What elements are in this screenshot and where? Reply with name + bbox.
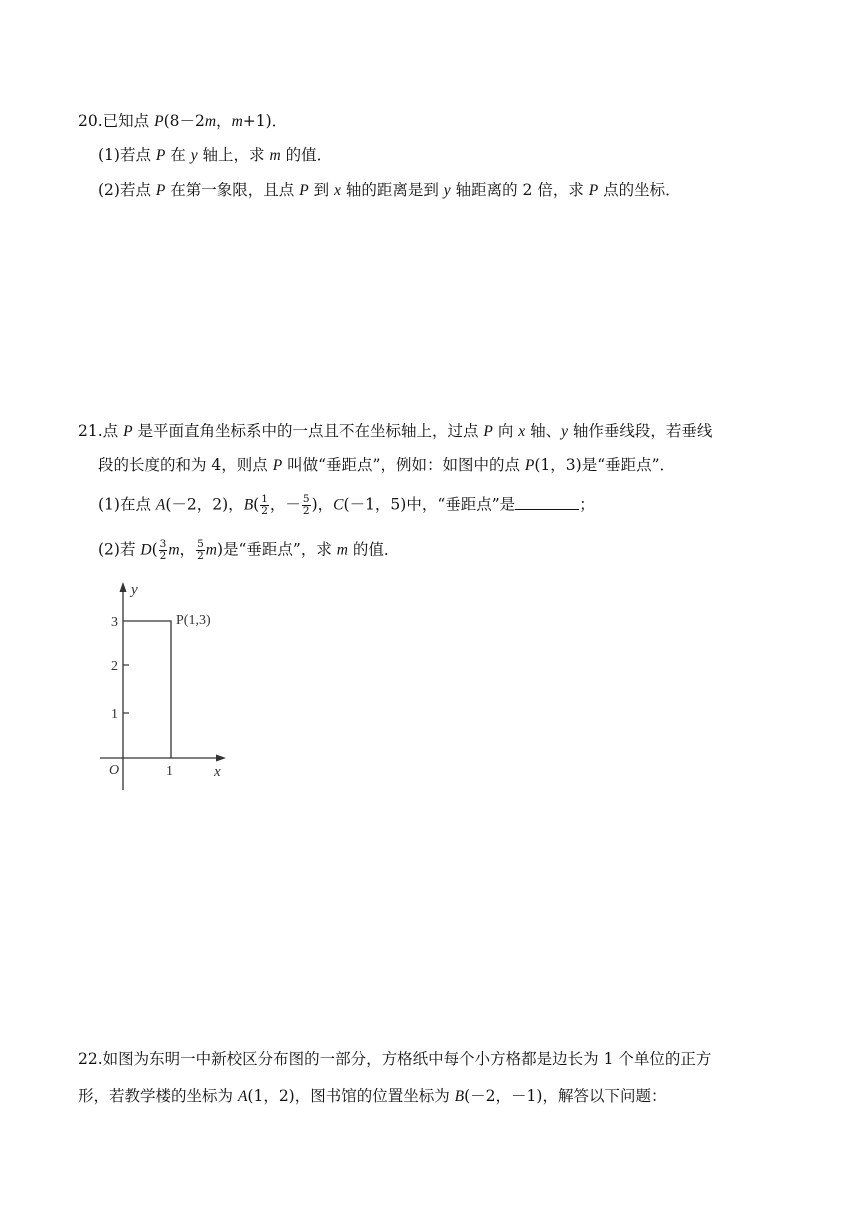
q22-stem-line2: 形，若教学楼的坐标为 A(1，2)，图书馆的位置坐标为 B(－2，－1)，解答以下问题：	[78, 1087, 667, 1105]
origin-label: O	[109, 763, 120, 778]
x-axis-label: x	[214, 764, 221, 780]
q21-part2: (2)若 D( $\frac{3}{2}$ m， $\frac{5}{2}$ m)是“垂距点”，求 m 的值．	[98, 538, 400, 562]
y-tick-label-3: 3	[111, 615, 118, 630]
y-tick-label-1: 1	[111, 707, 118, 722]
y-tick-label-2: 2	[111, 659, 118, 674]
y-axis-label: y	[131, 582, 138, 598]
y-axis-arrow	[120, 582, 127, 592]
q20-number: 20.	[78, 112, 103, 130]
q20-part1: (1)若点 P 在 y 轴上，求 m 的值．	[98, 146, 333, 164]
x-tick-label-1: 1	[166, 764, 173, 779]
q22-stem-line1: 22.如图为东明一中新校区分布图的一部分，方格纸中每个小方格都是边长为 1 个单位的正方	[78, 1050, 712, 1068]
q21-stem-line1: 21.点 P 是平面直角坐标系中的一点且不在坐标轴上，过点 P 向 x 轴、y 轴作垂线段，若垂线	[78, 422, 713, 440]
q20-stem-text: 已知点 P(8－2m，m+1)．	[102, 112, 288, 130]
x-axis-arrow	[216, 755, 226, 762]
fraction: $\frac{5}{2}$	[197, 538, 204, 562]
fraction: $\frac{5}{2}$	[302, 493, 310, 517]
fraction: $\frac{1}{2}$	[261, 493, 268, 517]
q21-number: 21.	[78, 422, 103, 440]
perpendicular-segments	[123, 621, 171, 758]
q20-part2: (2)若点 P 在第一象限，且点 P 到 x 轴的距离是到 y 轴距离的 2 倍，求 P 点的坐标．	[98, 181, 681, 199]
q21-stem-line2: 段的长度的和为 4，则点 P 叫做“垂距点”，例如：如图中的点 P(1，3)是“垂距点”．	[98, 456, 676, 474]
q20-stem	[78, 111, 287, 132]
fraction: $\frac{3}{2}$	[159, 538, 167, 562]
q21-part1: (1)在点 A(－2，2)，B( $\frac{1}{2}$ ，－ $\frac{5}{2}$ )，C(－1，5)中，“垂距点”是 ；	[98, 493, 595, 517]
point-p-label: P(1,3)	[176, 613, 211, 628]
q22-number: 22.	[78, 1050, 103, 1068]
coordinate-figure	[100, 578, 240, 798]
answer-blank[interactable]	[515, 495, 579, 510]
